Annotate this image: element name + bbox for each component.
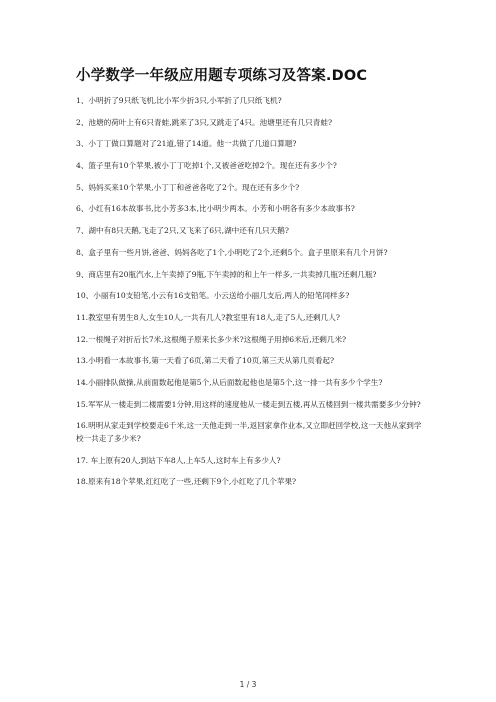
question-item: 7、湖中有8只天鹅,飞走了2只,又飞来了6只,湖中还有几只天鹅? bbox=[76, 226, 289, 236]
question-item: 13.小明看一本故事书,第一天看了6页,第二天看了10页,第三天从第几页看起? bbox=[76, 356, 335, 366]
question-item: 14.小丽排队做操,从前面数起他是第5个,从后面数起他也是第5个,这一排一共有多少个学生? bbox=[76, 377, 383, 387]
question-item: 8、盒子里有一些月饼,爸爸、妈妈各吃了1个,小明吃了2个,还剩5个。盒子里原来有几个月饼? bbox=[76, 247, 388, 257]
question-item: 16.明明从家走到学校要走6千米,这一天他走到一半,返回家拿作业本,又立即赶回学校,这一天他从家到学校一共走了多少米? bbox=[76, 421, 422, 443]
page-number: 1 / 3 bbox=[239, 680, 257, 689]
question-list bbox=[76, 95, 428, 498]
document-title: 小学数学一年级应用题专项练习及答案.DOC bbox=[76, 68, 368, 84]
question-item: 5、妈妈买来10个苹果,小丁丁和爸爸各吃了2个。现在还有多少个? bbox=[76, 182, 300, 192]
question-item: 3、小丁丁做口算题对了21道,错了14道。他一共做了几道口算题? bbox=[76, 139, 297, 149]
question-item: 9、商店里有20瓶汽水,上午卖掉了9瓶,下午卖掉的和上午一样多,一共卖掉几瓶?还剩几瓶? bbox=[76, 269, 377, 279]
question-item: 10、小丽有10支铅笔,小云有16支铅笔。小云送给小丽几支后,两人的铅笔同样多? bbox=[76, 291, 350, 301]
question-item: 1、小明折了9只纸飞机,比小军少折3只,小军折了几只纸飞机? bbox=[76, 96, 282, 105]
question-item: 11.教室里有男生8人,女生10人,一共有几人?教室里有18人,走了5人,还剩几人? bbox=[76, 312, 340, 322]
question-item: 18.原来有18个苹果,红红吃了一些,还剩下9个,小红吃了几个苹果? bbox=[76, 477, 297, 487]
question-item: 2、池塘的荷叶上有6只青蛙,跳来了3只,又跳走了4只。池塘里还有几只青蛙? bbox=[76, 117, 333, 127]
question-item: 12.一根绳子对折后长7米,这根绳子原来长多少米?这根绳子用掉6米后,还剩几米? bbox=[76, 334, 347, 344]
question-item: 15.军军从一楼走到二楼需要1分钟,用这样的速度他从一楼走到五楼,再从五楼回到一楼共需要多少分钟? bbox=[76, 399, 421, 409]
question-item: 17. 车上原有20人,到站下车8人,上车5人,这时车上有多少人? bbox=[76, 455, 281, 465]
question-item: 6、小红有16本故事书,比小芳多3本,比小明少两本。小芳和小明各有多少本故事书? bbox=[76, 204, 355, 214]
question-item: 4、篮子里有10个苹果,被小丁丁吃掉1个,又被爸爸吃掉2个。现在还有多少个? bbox=[76, 161, 337, 171]
